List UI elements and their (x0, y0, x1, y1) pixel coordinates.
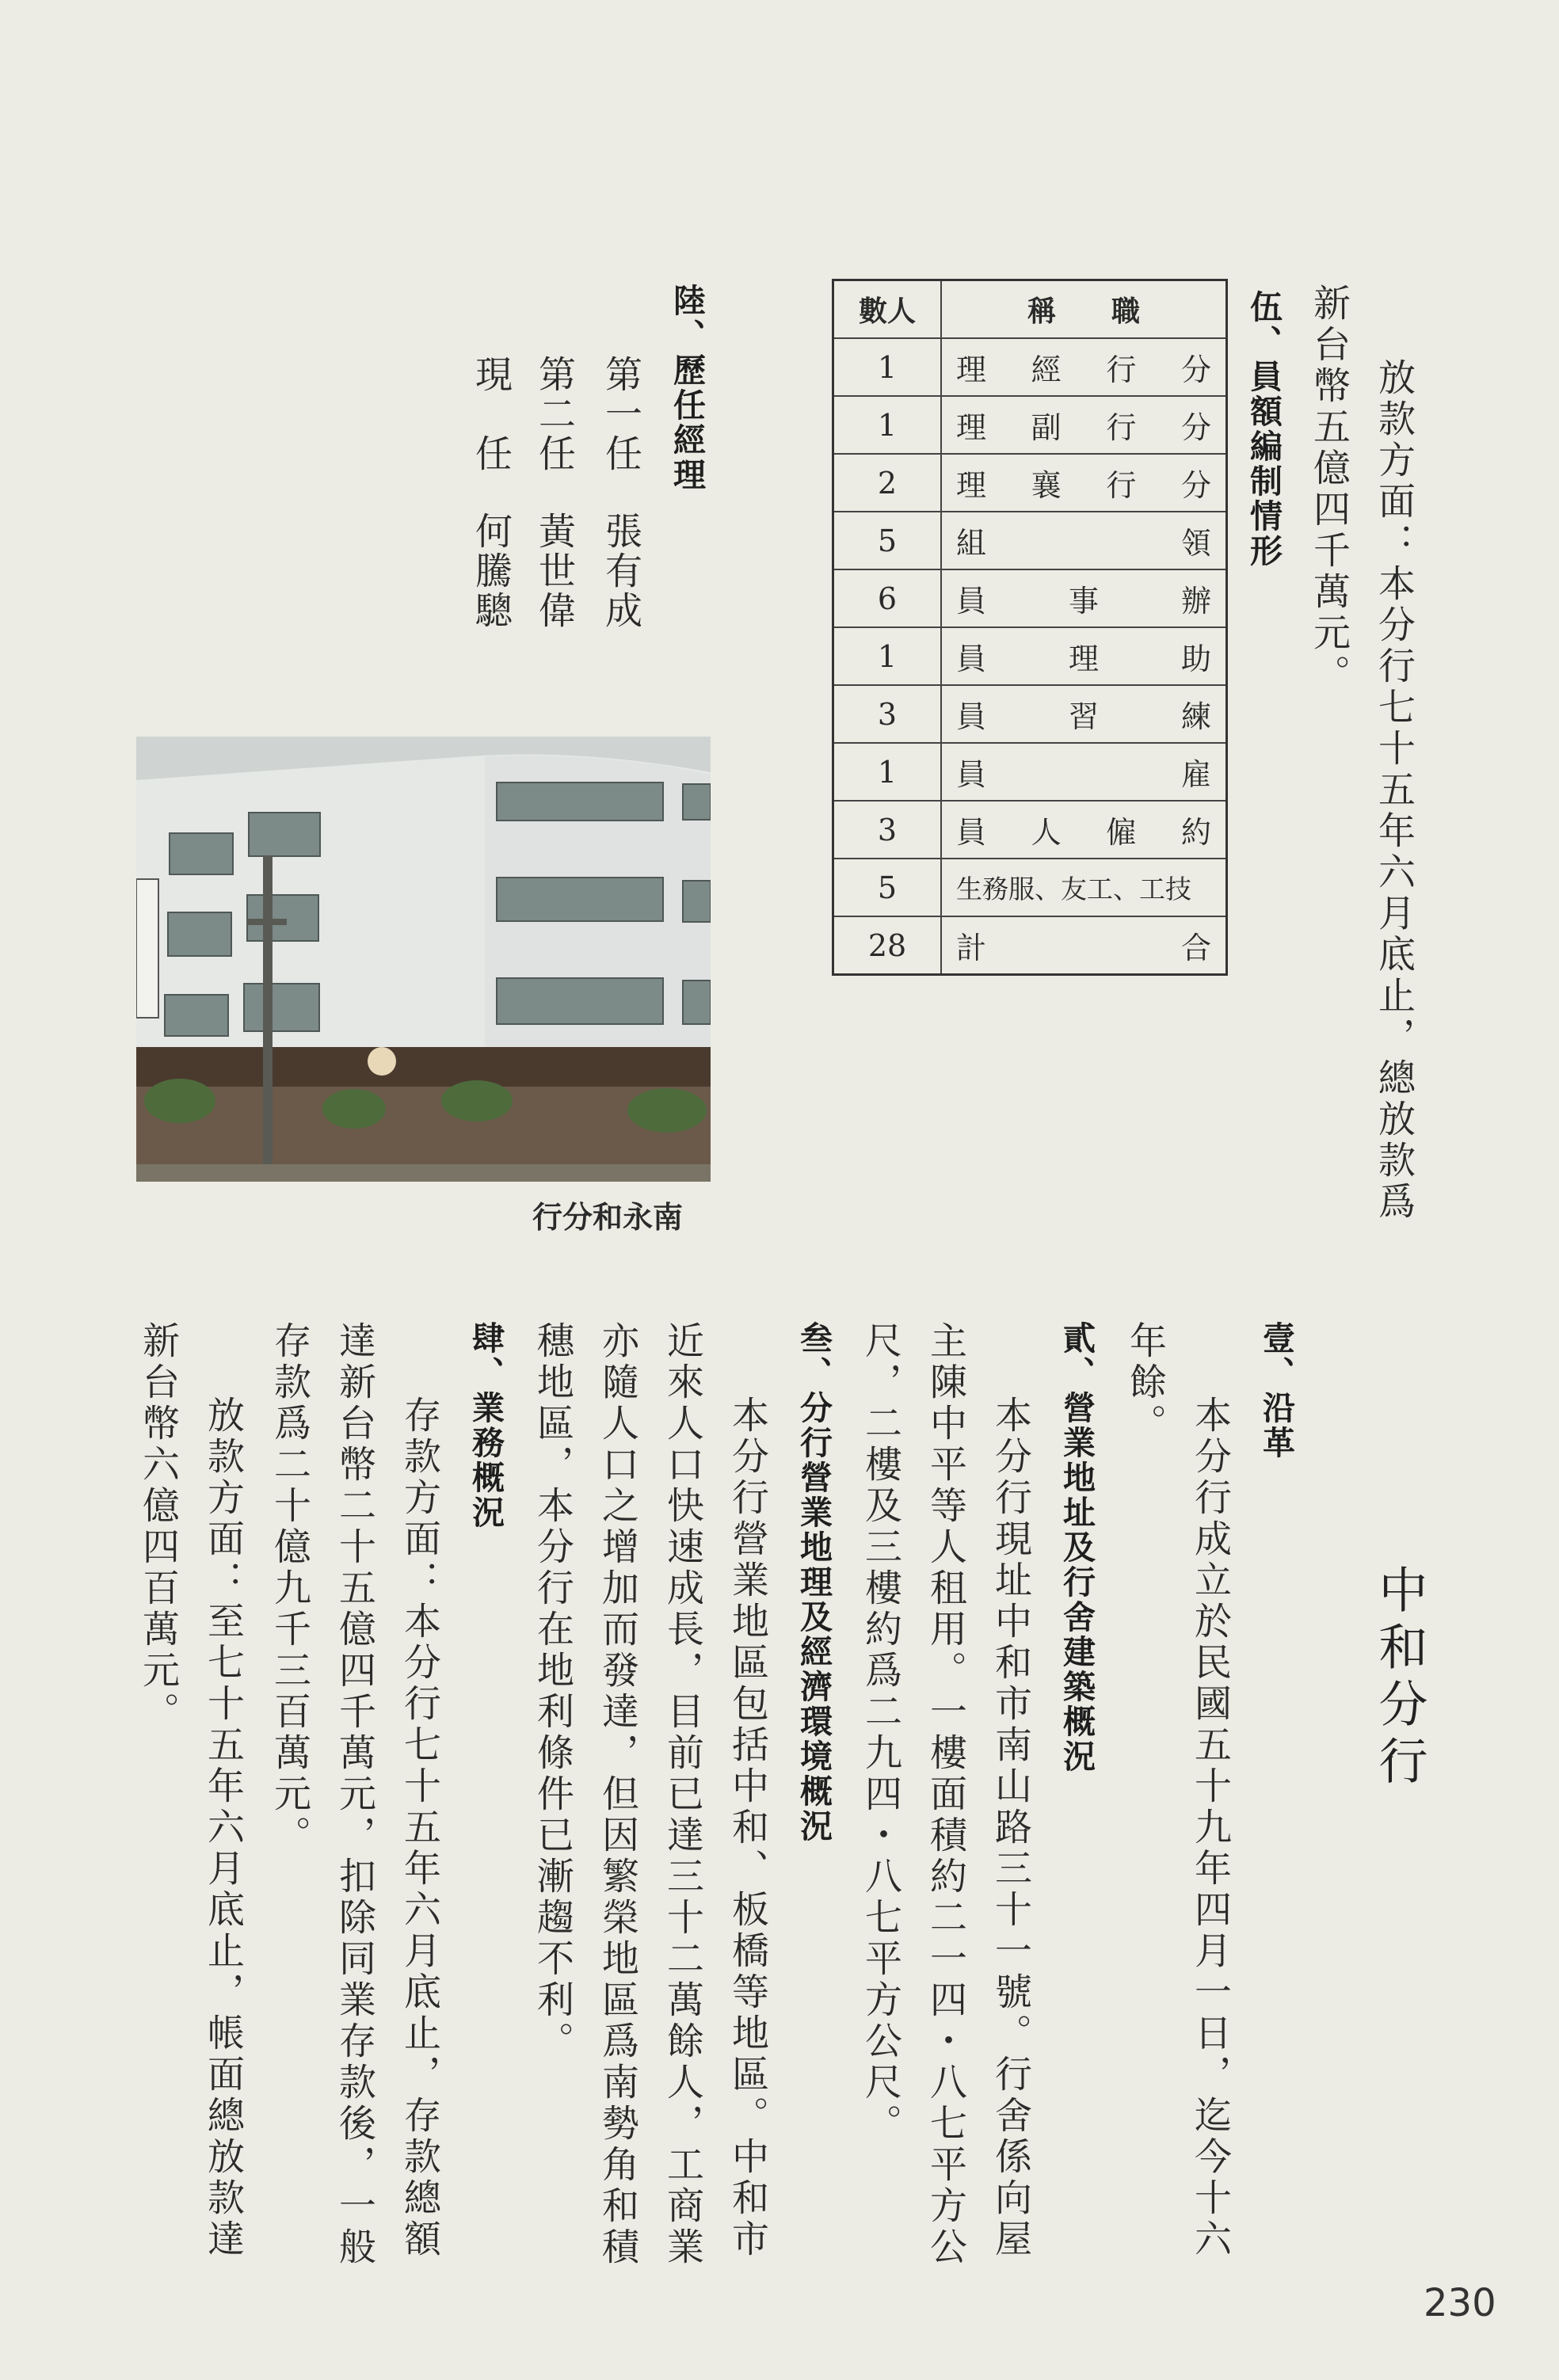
staff-count: 1 (833, 338, 942, 396)
manager-name: 黃世偉 (532, 512, 576, 630)
table-row (833, 859, 1227, 916)
section-1-text-1: 本分行成立於民國五十九年四月一日，迄今十六 (1188, 1396, 1232, 2260)
table-row (833, 627, 1227, 685)
section-3-text-4: 穗地區，本分行在地利條件已漸趨不利。 (531, 1321, 574, 2062)
staff-count: 1 (833, 627, 942, 685)
section-1-text-2: 年餘。 (1123, 1321, 1167, 1445)
section-4-text-1: 存款方面：本分行七十五年六月底止，存款總額 (398, 1396, 441, 2260)
staff-title-char: 員 (956, 699, 987, 734)
staff-title (941, 801, 1227, 859)
staff-count: 3 (833, 801, 942, 859)
staff-title-char: 經 (1031, 352, 1062, 387)
staff-title-char: 生務服、友工、工技 (956, 874, 1191, 904)
staff-count: 1 (833, 743, 942, 801)
photo-caption: 行分和永南 (532, 1200, 684, 1235)
manager-3 (469, 355, 513, 630)
staff-title-char: 事 (1068, 584, 1099, 619)
staff-title-char: 合 (1180, 931, 1211, 965)
staff-title-char: 分 (1180, 468, 1211, 503)
table-row (833, 743, 1227, 801)
staff-title-char: 習 (1068, 699, 1099, 734)
section-2-text-1: 本分行現址中和市南山路三十一號。行舍係向屋 (989, 1396, 1032, 2260)
manager-1 (599, 355, 642, 630)
staff-title-char: 人 (1031, 815, 1062, 850)
staff-title-char: 約 (1180, 815, 1211, 850)
staff-title-char: 副 (1031, 410, 1062, 445)
staff-count: 5 (833, 859, 942, 916)
table-row (833, 685, 1227, 743)
staff-title-char: 理 (956, 410, 987, 445)
staff-title-char: 計 (956, 931, 987, 965)
loan-text-col2: 新台幣五億四千萬元。 (1307, 284, 1351, 695)
section-6-heading: 陸、歷任經理 (668, 284, 706, 493)
manager-2 (532, 355, 576, 630)
staff-title-char: 分 (1180, 352, 1211, 387)
table-row (833, 569, 1227, 627)
staff-title-char: 行 (1106, 352, 1137, 387)
staff-count: 1 (833, 396, 942, 454)
staff-title-char: 行 (1106, 468, 1137, 503)
page-number: 230 (1424, 2281, 1496, 2325)
section-3-text-1: 本分行營業地區包括中和、板橋等地區。中和市 (726, 1396, 769, 2260)
manager-term: 現 任 (469, 355, 513, 474)
table-row (833, 801, 1227, 859)
manager-name: 張有成 (599, 512, 642, 630)
staff-count: 2 (833, 454, 942, 512)
section-2-heading: 貳、營業地址及行舍建築概況 (1058, 1321, 1096, 1774)
section-1-heading: 壹、沿革 (1257, 1321, 1295, 1460)
table-row (833, 396, 1227, 454)
table-row (833, 916, 1227, 975)
staff-title-char: 員 (956, 642, 987, 676)
table-header-title: 稱 職 (941, 280, 1227, 339)
staff-title-char: 組 (956, 526, 987, 561)
section-2-text-3: 尺，二樓及三樓約爲二九四・八七平方公尺。 (859, 1321, 902, 2145)
staff-title-char: 行 (1106, 410, 1137, 445)
staff-title-char: 襄 (1031, 468, 1062, 503)
building-illustration (136, 737, 711, 1182)
staff-title-char: 僱 (1106, 815, 1137, 850)
staff-table (832, 279, 1228, 976)
staff-title-char: 助 (1180, 642, 1211, 676)
section-5-heading: 伍、員額編制情形 (1245, 290, 1283, 569)
section-4-text-4: 放款方面：至七十五年六月底止，帳面總放款達 (201, 1396, 245, 2260)
table-row (833, 512, 1227, 569)
staff-count: 5 (833, 512, 942, 569)
staff-count: 28 (833, 916, 942, 975)
staff-title-char: 辦 (1180, 584, 1211, 619)
staff-title (941, 743, 1227, 801)
loan-text-col1: 放款方面：本分行七十五年六月底止，總放款爲 (1372, 358, 1416, 1223)
staff-title (941, 512, 1227, 569)
table-row (833, 338, 1227, 396)
staff-title (941, 685, 1227, 743)
staff-title-char: 領 (1180, 526, 1211, 561)
staff-title (941, 916, 1227, 975)
staff-title-char: 雇 (1180, 757, 1211, 792)
section-4-text-5: 新台幣六億四百萬元。 (136, 1321, 180, 1733)
staff-title (941, 569, 1227, 627)
table-header-count: 數人 (833, 280, 942, 339)
section-4-heading: 肆、業務概況 (467, 1321, 505, 1530)
page-title: 中和分行 (1370, 1564, 1428, 1792)
manager-name: 何騰驄 (469, 512, 513, 630)
staff-title-char: 員 (956, 815, 987, 850)
staff-title (941, 338, 1227, 396)
staff-title-char: 理 (956, 468, 987, 503)
staff-title (941, 396, 1227, 454)
staff-title-char: 練 (1180, 699, 1211, 734)
staff-count: 3 (833, 685, 942, 743)
staff-count: 6 (833, 569, 942, 627)
staff-title (941, 859, 1227, 916)
staff-title-char: 員 (956, 757, 987, 792)
staff-title-char: 分 (1180, 410, 1211, 445)
section-4-text-2: 達新台幣二十五億四千萬元，扣除同業存款後，一般 (333, 1321, 376, 2268)
manager-term: 第一任 (599, 355, 642, 474)
section-2-text-2: 主陳中平等人租用。一樓面積約二一四・八七平方公 (924, 1321, 967, 2268)
table-row (833, 454, 1227, 512)
section-3-text-3: 亦隨人口之增加而發達，但因繁榮地區爲南勢角和積 (596, 1321, 639, 2268)
section-3-heading: 叁、分行營業地理及經濟環境概況 (795, 1321, 833, 1844)
staff-title-char: 理 (956, 352, 987, 387)
section-3-text-2: 近來人口快速成長，目前已達三十二萬餘人，工商業 (661, 1321, 704, 2268)
staff-title (941, 627, 1227, 685)
staff-title-char: 理 (1068, 642, 1099, 676)
staff-title-char: 員 (956, 584, 987, 619)
section-4-text-3: 存款爲二十億九千三百萬元。 (268, 1321, 311, 1856)
branch-building-photo (136, 737, 711, 1182)
manager-term: 第二任 (532, 355, 576, 474)
staff-title (941, 454, 1227, 512)
